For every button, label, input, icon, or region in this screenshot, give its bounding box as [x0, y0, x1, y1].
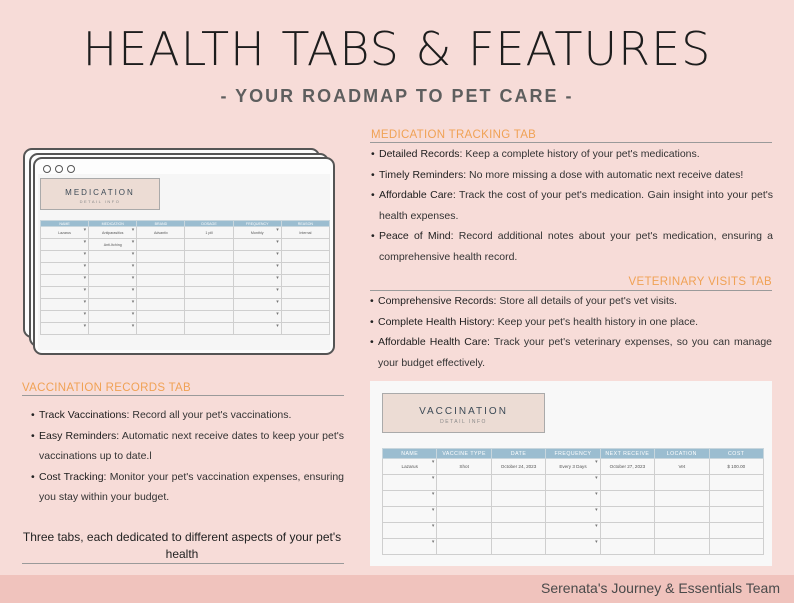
page-subtitle: - YOUR ROADMAP TO PET CARE - [220, 86, 574, 106]
table-row [41, 311, 330, 323]
dropdown-arrow-icon: ▾ [431, 507, 435, 513]
table-cell [281, 239, 329, 251]
table-cell [383, 475, 437, 491]
table-cell [709, 491, 763, 507]
footer-bar [0, 575, 794, 603]
table-cell [185, 275, 233, 287]
feature-label: Timely Reminders: [379, 168, 467, 181]
column-header: NAME [41, 221, 89, 227]
table-cell [89, 263, 137, 275]
table-cell [437, 539, 491, 555]
table-cell [137, 275, 185, 287]
table-row [41, 275, 330, 287]
vaccination-table [382, 448, 764, 555]
medication-sheet-tag [40, 178, 160, 210]
column-header: FREQUENCY [233, 221, 281, 227]
feature-label: Track Vaccinations: [39, 409, 130, 421]
dropdown-arrow-icon: ▾ [83, 263, 87, 269]
sheet-area [38, 174, 330, 350]
table-cell [546, 507, 600, 523]
table-cell [655, 523, 709, 539]
window-controls [43, 165, 75, 173]
table-cell [281, 323, 329, 335]
table-row [41, 299, 330, 311]
table-row [41, 251, 330, 263]
table-cell [137, 287, 185, 299]
table-cell [89, 287, 137, 299]
closing-text: Three tabs, each dedicated to different aspects of your pet's health [22, 530, 342, 561]
table-cell [281, 263, 329, 275]
table-cell [281, 275, 329, 287]
dropdown-arrow-icon: ▾ [595, 475, 598, 481]
dropdown-arrow-icon: ▾ [131, 299, 135, 305]
dropdown-arrow-icon: ▾ [431, 491, 435, 497]
table-cell [709, 539, 763, 555]
table-cell [233, 311, 281, 323]
table-cell: Vet [655, 459, 709, 475]
table-cell [655, 539, 709, 555]
feature-text: Record additional notes about your pet's medication, ensuring a comprehensive health record. [379, 230, 773, 263]
table-cell: Lazarus ▾ [41, 227, 89, 239]
table-cell [41, 275, 89, 287]
vet-feature-list [370, 291, 772, 373]
table-row [383, 507, 764, 523]
table-cell [383, 507, 437, 523]
dropdown-arrow-icon: ▾ [83, 239, 87, 245]
dropdown-arrow-icon: ▾ [83, 323, 87, 329]
table-cell [281, 287, 329, 299]
table-cell [137, 299, 185, 311]
dropdown-arrow-icon: ▾ [595, 523, 598, 529]
table-cell [600, 507, 654, 523]
table-cell [185, 287, 233, 299]
dropdown-arrow-icon: ▾ [131, 287, 135, 293]
table-cell [137, 263, 185, 275]
table-cell [233, 275, 281, 287]
dropdown-arrow-icon: ▾ [83, 299, 87, 305]
feature-text: Track the cost of your pet's medication. Gain insight into your pet's health expenses. [379, 189, 773, 222]
table-cell [383, 523, 437, 539]
table-cell [437, 507, 491, 523]
table-cell: $ 100.00 [709, 459, 763, 475]
vet-feature-item [370, 312, 772, 333]
dropdown-arrow-icon: ▾ [131, 239, 135, 245]
table-cell [233, 251, 281, 263]
dropdown-arrow-icon: ▾ [276, 239, 279, 245]
table-cell [185, 311, 233, 323]
vaccination-feature-item [31, 467, 344, 508]
feature-text: Track your pet's veterinary expenses, so you can manage your budget effectively. [378, 336, 773, 369]
vet-feature-item [370, 291, 772, 312]
table-row [383, 491, 764, 507]
dropdown-arrow-icon: ▾ [595, 459, 598, 465]
dropdown-arrow-icon: ▾ [131, 251, 135, 257]
footer-credit: Serenata's Journey & Essentials Team [541, 580, 780, 596]
dropdown-arrow-icon: ▾ [431, 459, 435, 465]
column-header: LOCATION [655, 449, 709, 459]
dropdown-arrow-icon: ▾ [431, 523, 435, 529]
dropdown-arrow-icon: ▾ [276, 227, 279, 233]
page-title: HEALTH TABS & FEATURES [82, 22, 712, 76]
feature-text: Store all details of your pet's vet visits. [496, 295, 678, 307]
table-cell [600, 475, 654, 491]
table-cell: Lazarus ▾ [383, 459, 437, 475]
vaccination-sheet-preview [370, 381, 772, 566]
feature-label: Easy Reminders: [39, 429, 120, 442]
window-dot-icon [67, 165, 75, 173]
dropdown-arrow-icon: ▾ [83, 227, 87, 233]
table-cell [281, 299, 329, 311]
table-cell [185, 323, 233, 335]
table-cell [41, 311, 89, 323]
table-cell [709, 475, 763, 491]
table-cell [137, 251, 185, 263]
table-cell [709, 507, 763, 523]
table-cell [41, 323, 89, 335]
divider [22, 395, 344, 396]
dropdown-arrow-icon: ▾ [595, 539, 598, 545]
medication-section-heading: MEDICATION TRACKING TAB [371, 129, 537, 141]
table-cell: Advantix [137, 227, 185, 239]
table-cell: Monthly ▾ [233, 227, 281, 239]
column-header: FREQUENCY [546, 449, 600, 459]
feature-text: Automatic next receive dates to keep your pet's vaccinations up to date.l [39, 429, 344, 462]
dropdown-arrow-icon: ▾ [131, 263, 135, 269]
feature-text: Record all your pet's vaccinations. [129, 409, 292, 421]
table-cell [437, 475, 491, 491]
dropdown-arrow-icon: ▾ [131, 227, 135, 233]
feature-label: Cost Tracking: [39, 470, 107, 483]
medication-feature-item [371, 165, 773, 186]
window-dot-icon [55, 165, 63, 173]
vaccination-sheet-subtitle: DETAIL INFO [440, 419, 487, 425]
feature-label: Comprehensive Records: [378, 295, 497, 307]
table-cell [383, 539, 437, 555]
feature-text: Keep a complete history of your pet's medications. [462, 148, 700, 160]
table-cell [185, 299, 233, 311]
table-cell [655, 491, 709, 507]
vaccination-section-heading: VACCINATION RECORDS TAB [22, 382, 191, 394]
table-cell: Internal [281, 227, 329, 239]
table-row [383, 523, 764, 539]
table-cell: Anti-Itching ▾ [89, 239, 137, 251]
divider [22, 563, 344, 564]
column-header: COST [709, 449, 763, 459]
table-cell: October 27, 2023 [600, 459, 654, 475]
vaccination-feature-item [31, 426, 344, 467]
table-cell [41, 263, 89, 275]
table-cell: Every 3 Days ▾ [546, 459, 600, 475]
medication-table [40, 220, 330, 335]
table-cell [137, 239, 185, 251]
dropdown-arrow-icon: ▾ [276, 299, 279, 305]
table-cell [233, 263, 281, 275]
column-header: NAME [383, 449, 437, 459]
table-cell [546, 539, 600, 555]
table-cell [600, 523, 654, 539]
table-cell [655, 475, 709, 491]
table-cell [41, 239, 89, 251]
dropdown-arrow-icon: ▾ [276, 263, 279, 269]
table-row [41, 287, 330, 299]
table-cell [89, 299, 137, 311]
vaccination-feature-item [31, 405, 344, 426]
feature-text: No more missing a dose with automatic next receive dates! [466, 168, 744, 181]
table-cell [491, 539, 545, 555]
table-cell [600, 539, 654, 555]
table-cell: 1 pill [185, 227, 233, 239]
column-header: DATE [491, 449, 545, 459]
table-cell [41, 251, 89, 263]
table-cell [491, 491, 545, 507]
feature-text: Monitor your pet's vaccination expenses, ensuring you stay within your budget. [39, 470, 344, 503]
dropdown-arrow-icon: ▾ [83, 311, 87, 317]
feature-label: Peace of Mind: [379, 230, 454, 242]
column-header: DOSAGE [185, 221, 233, 227]
table-cell [137, 311, 185, 323]
table-cell [89, 251, 137, 263]
table-row [41, 263, 330, 275]
table-cell [546, 491, 600, 507]
dropdown-arrow-icon: ▾ [431, 475, 435, 481]
table-cell [383, 491, 437, 507]
dropdown-arrow-icon: ▾ [83, 287, 87, 293]
table-cell [41, 287, 89, 299]
table-cell [233, 239, 281, 251]
dropdown-arrow-icon: ▾ [595, 507, 598, 513]
dropdown-arrow-icon: ▾ [83, 275, 87, 281]
medication-feature-item [371, 226, 773, 267]
table-cell: Shot [437, 459, 491, 475]
medication-sheet-title: MEDICATION [65, 188, 135, 197]
table-cell [233, 287, 281, 299]
table-cell [281, 311, 329, 323]
column-header: VACCINE TYPE [437, 449, 491, 459]
dropdown-arrow-icon: ▾ [595, 491, 598, 497]
medication-feature-item [371, 185, 773, 226]
dropdown-arrow-icon: ▾ [431, 539, 435, 545]
window-front [33, 157, 335, 355]
table-row [383, 539, 764, 555]
table-cell [491, 523, 545, 539]
table-cell [709, 523, 763, 539]
table-cell [185, 239, 233, 251]
table-cell [185, 263, 233, 275]
medication-sheet-subtitle: DETAIL INFO [79, 199, 121, 204]
medication-feature-item [371, 144, 773, 165]
dropdown-arrow-icon: ▾ [276, 275, 279, 281]
table-row [41, 227, 330, 239]
table-cell [281, 251, 329, 263]
divider [370, 142, 772, 143]
table-cell [437, 491, 491, 507]
table-cell [546, 475, 600, 491]
dropdown-arrow-icon: ▾ [276, 251, 279, 257]
feature-label: Affordable Health Care: [378, 336, 490, 348]
column-header: REASON [281, 221, 329, 227]
feature-label: Complete Health History: [378, 315, 495, 328]
dropdown-arrow-icon: ▾ [131, 311, 135, 317]
table-row [383, 459, 764, 475]
column-header: MEDICATION [89, 221, 137, 227]
table-cell [546, 523, 600, 539]
medication-feature-list [371, 144, 773, 267]
table-cell [491, 475, 545, 491]
table-cell [89, 323, 137, 335]
vaccination-feature-list [31, 405, 344, 508]
vet-feature-item [370, 332, 772, 373]
table-cell [89, 311, 137, 323]
dropdown-arrow-icon: ▾ [131, 323, 135, 329]
dropdown-arrow-icon: ▾ [276, 323, 279, 329]
table-row [383, 475, 764, 491]
feature-label: Detailed Records: [379, 148, 463, 160]
column-header: BRAND [137, 221, 185, 227]
dropdown-arrow-icon: ▾ [131, 275, 135, 281]
column-header: NEXT RECEIVE [600, 449, 654, 459]
dropdown-arrow-icon: ▾ [83, 251, 87, 257]
table-cell [137, 323, 185, 335]
window-dot-icon [43, 165, 51, 173]
table-row [41, 239, 330, 251]
vaccination-sheet-title: VACCINATION [419, 406, 508, 417]
table-cell [437, 523, 491, 539]
table-cell [233, 323, 281, 335]
dropdown-arrow-icon: ▾ [276, 287, 279, 293]
feature-text: Keep your pet's health history in one place. [494, 315, 699, 328]
table-row [41, 323, 330, 335]
table-cell: Antiparasitics ▾ [89, 227, 137, 239]
table-cell: October 24, 2023 [491, 459, 545, 475]
table-cell [600, 491, 654, 507]
vaccination-sheet-tag [382, 393, 545, 433]
table-cell [185, 251, 233, 263]
feature-label: Affordable Care: [379, 189, 456, 201]
table-cell [233, 299, 281, 311]
table-cell [89, 275, 137, 287]
table-cell [41, 299, 89, 311]
table-cell [655, 507, 709, 523]
table-cell [491, 507, 545, 523]
dropdown-arrow-icon: ▾ [276, 311, 279, 317]
vet-section-heading: VETERINARY VISITS TAB [628, 276, 772, 288]
